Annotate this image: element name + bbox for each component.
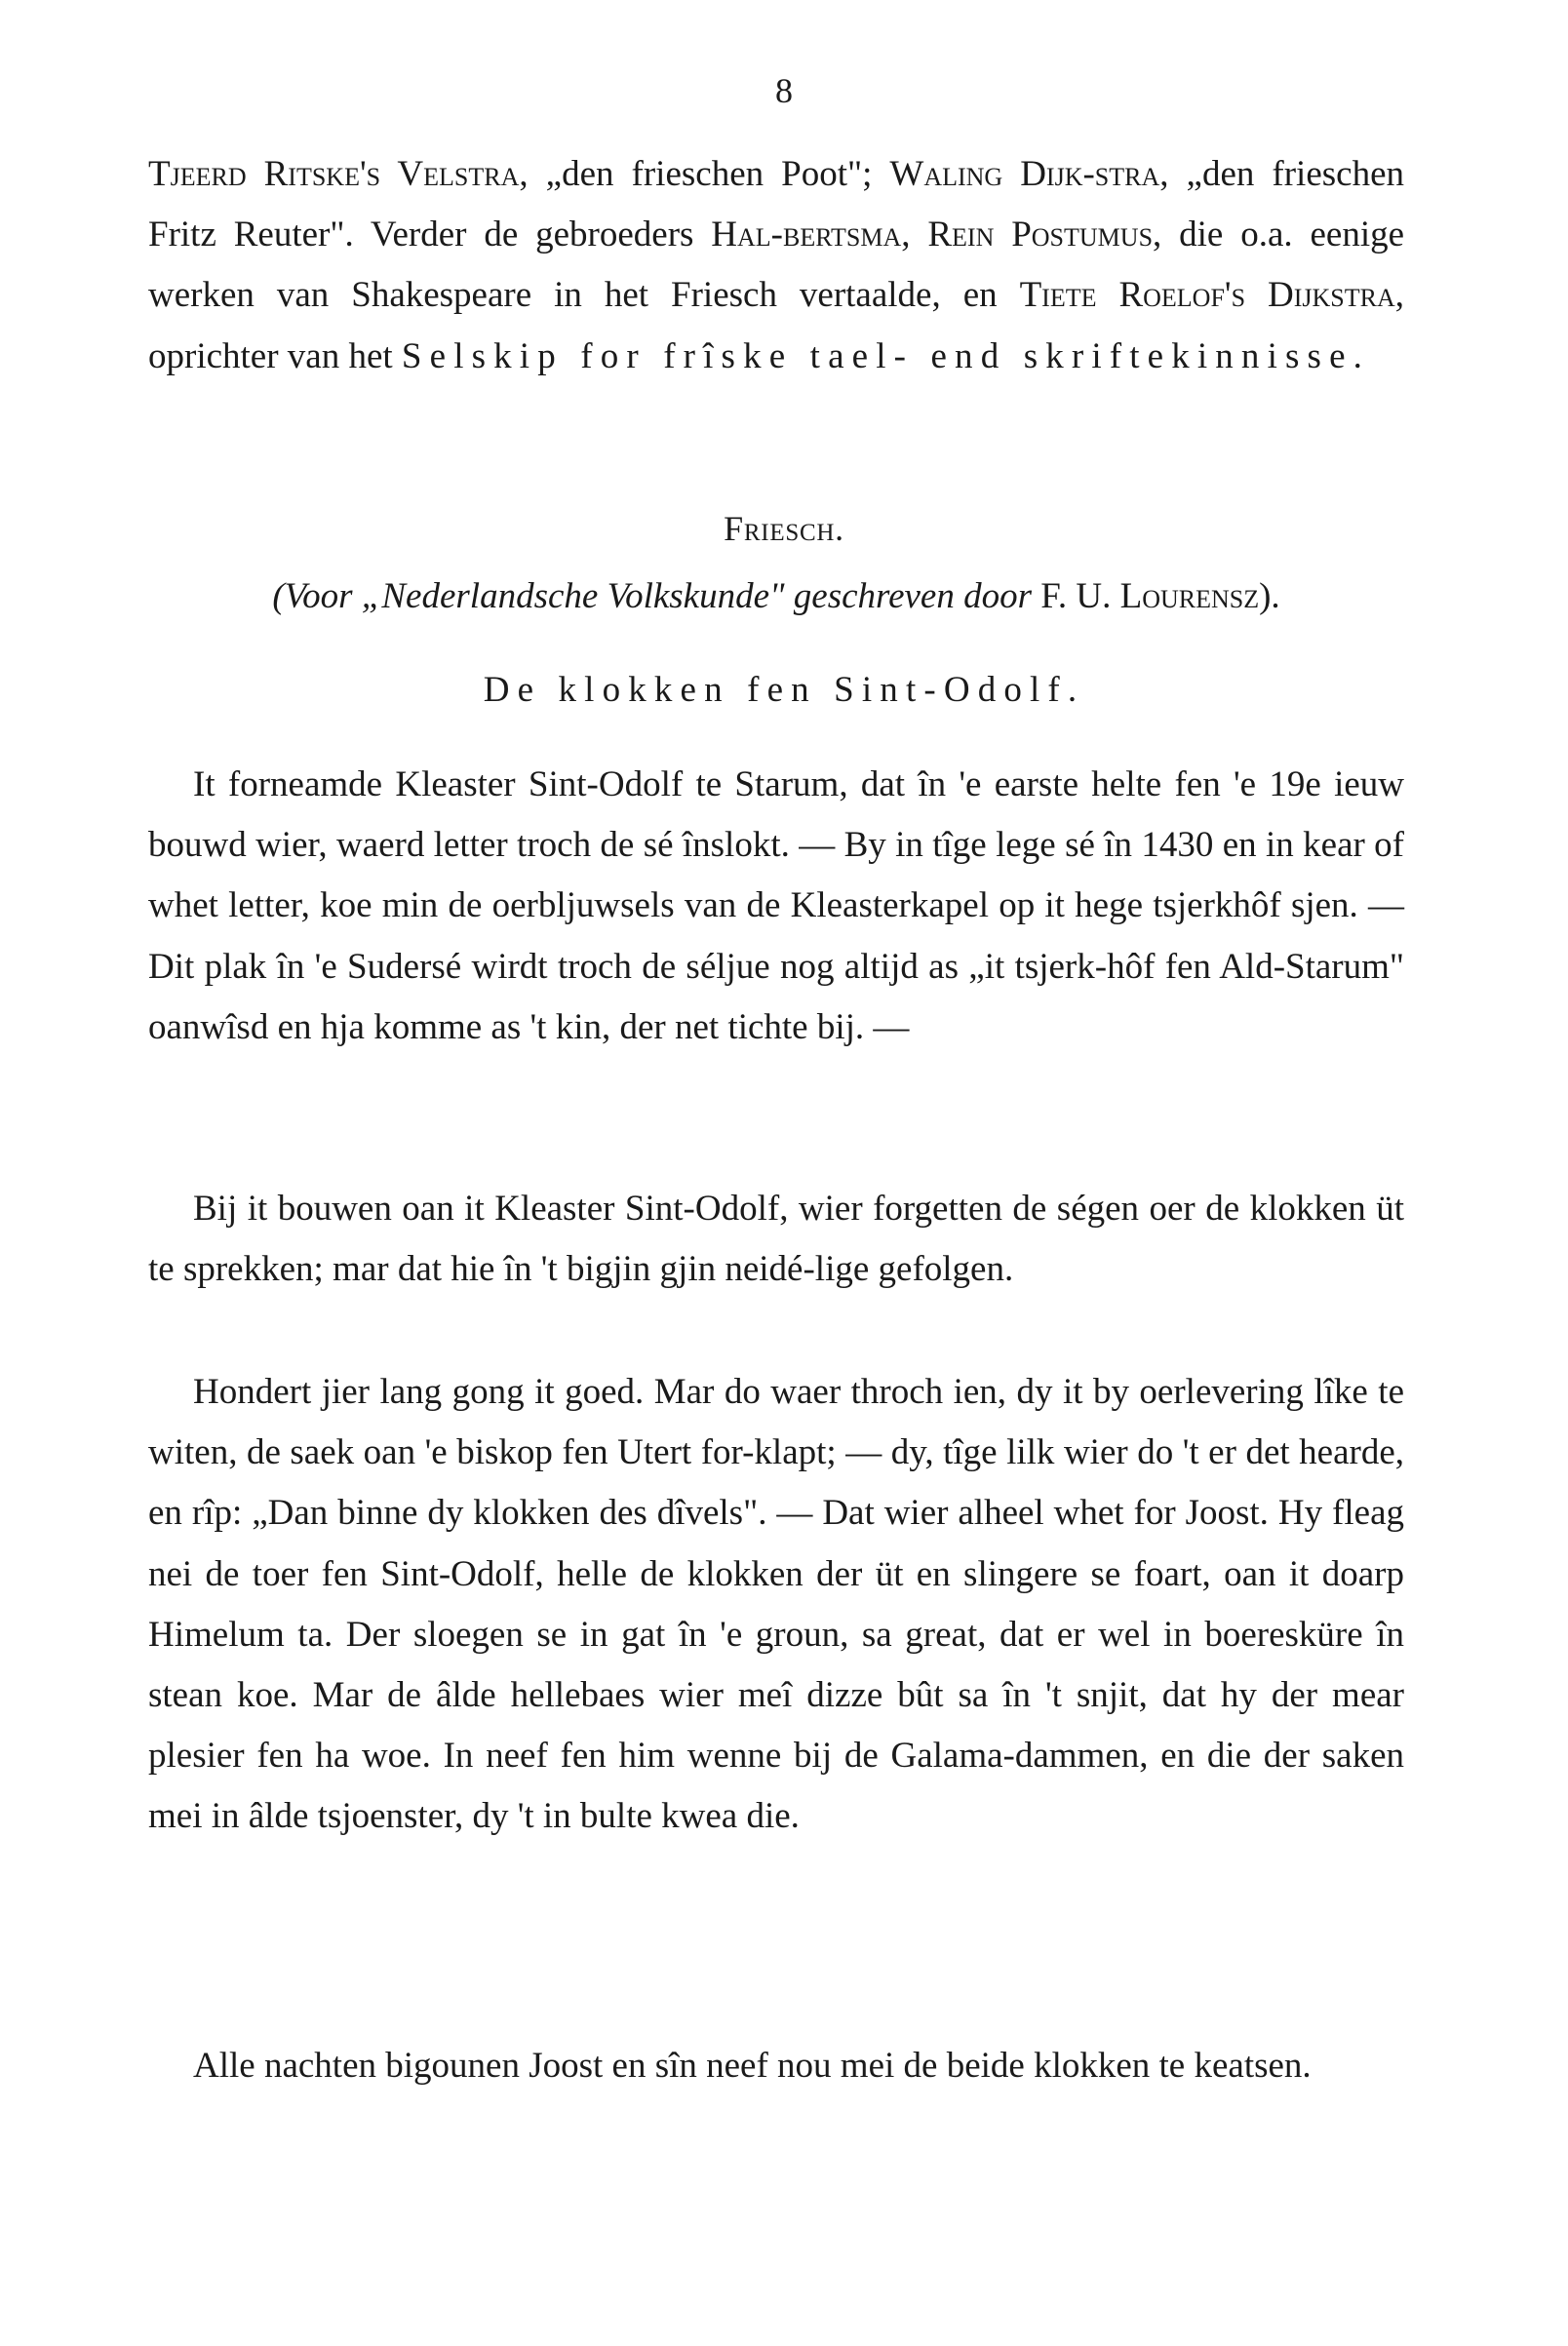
section-heading: Friesch. <box>724 509 844 548</box>
name-velstra: Tjeerd Ritske's Velstra <box>148 154 520 194</box>
story-title: De klokken fen Sint-Odolf. <box>483 670 1085 710</box>
name-halbertsma: Hal-bertsma <box>711 215 902 255</box>
attribution-surname: Lourensz <box>1119 576 1260 616</box>
intro-text-2: , „den frieschen Fritz Reuter". Verder de gebroeders <box>148 154 1405 255</box>
intro-text-4: , die o.a. eenige werken van Shakespeare in het Friesch vertaalde, en <box>148 215 1405 316</box>
name-roelof-dijkstra: Tiete Roelof's Dijkstra <box>1019 275 1395 316</box>
paragraph-4: Alle nachten bigounen Joost en sîn neef nou mei de beide klokken te keatsen. <box>193 2046 1312 2086</box>
intro-text-1: , „den frieschen Poot"; <box>519 154 890 194</box>
paragraph-3: Hondert jier lang gong it goed. Mar do waer throch ien, dy it by oerlevering lîke te witen, de saek oan 'e biskop fen Utert for-klapt; — dy, tîge lilk wier do 't er det hearde, en rîp: „Dan binne dy klokken des dîvels". — Dat wier alheel whet for Joost. Hy fleag nei de toer fen Sint-Odolf, helle de klokken der üt en slingere se foart, oan it doarp Himelum ta. Der sloegen se in gat în 'e groun, sa great, dat er wel in boeresküre în stean koe. Mar de âlde hellebaes wier meî dizze bût sa în 't snjit, dat hy der mear plesier fen ha woe. In neef fen him wenne bij de Galama-dammen, en die der saken mei in âlde tsjoenster, dy 't in bulte kwea die. <box>148 1372 1404 1837</box>
paragraph-1: It forneamde Kleaster Sint-Odolf te Starum, dat în 'e earste helte fen 'e 19e ieuw bouwd wier, waerd letter troch de sé înslokt. — By in tîge lege sé în 1430 en in kear of whet letter, koe min de oerbljuwsels van de Kleasterkapel op it hege tsjerkhôf sjen. — Dit plak în 'e Sudersé wirdt troch de séljue nog altijd as „it tsjerk-hôf fen Ald-Starum" oanwîsd en hja komme as 't kin, der net tichte bij. — <box>148 764 1404 1047</box>
intro-paragraph <box>148 144 1404 387</box>
name-postumus: Rein Postumus <box>927 215 1154 255</box>
paragraph-2: Bij it bouwen oan it Kleaster Sint-Odolf, wier forgetten de ségen oer de klokken üt te sprekken; mar dat hie în 't bigjin gjin neidé-lige gefolgen. <box>148 1189 1404 1290</box>
attribution-close: ). <box>1259 576 1280 616</box>
intro-text-3: , <box>901 215 928 255</box>
intro-text-5: , oprichter van het <box>148 275 1404 376</box>
attribution-line <box>148 575 1404 617</box>
attribution-open: ( <box>272 576 285 616</box>
attribution-author: F. U. <box>1032 576 1120 616</box>
name-dijkstra: Waling Dijk-stra <box>889 154 1160 194</box>
page-number: 8 <box>775 71 793 110</box>
attribution-italic: Voor „Nederlandsche Volkskunde" geschreven door <box>284 576 1032 616</box>
society-name: Selskip for frîske tael- end skriftekinnisse. <box>401 335 1371 376</box>
